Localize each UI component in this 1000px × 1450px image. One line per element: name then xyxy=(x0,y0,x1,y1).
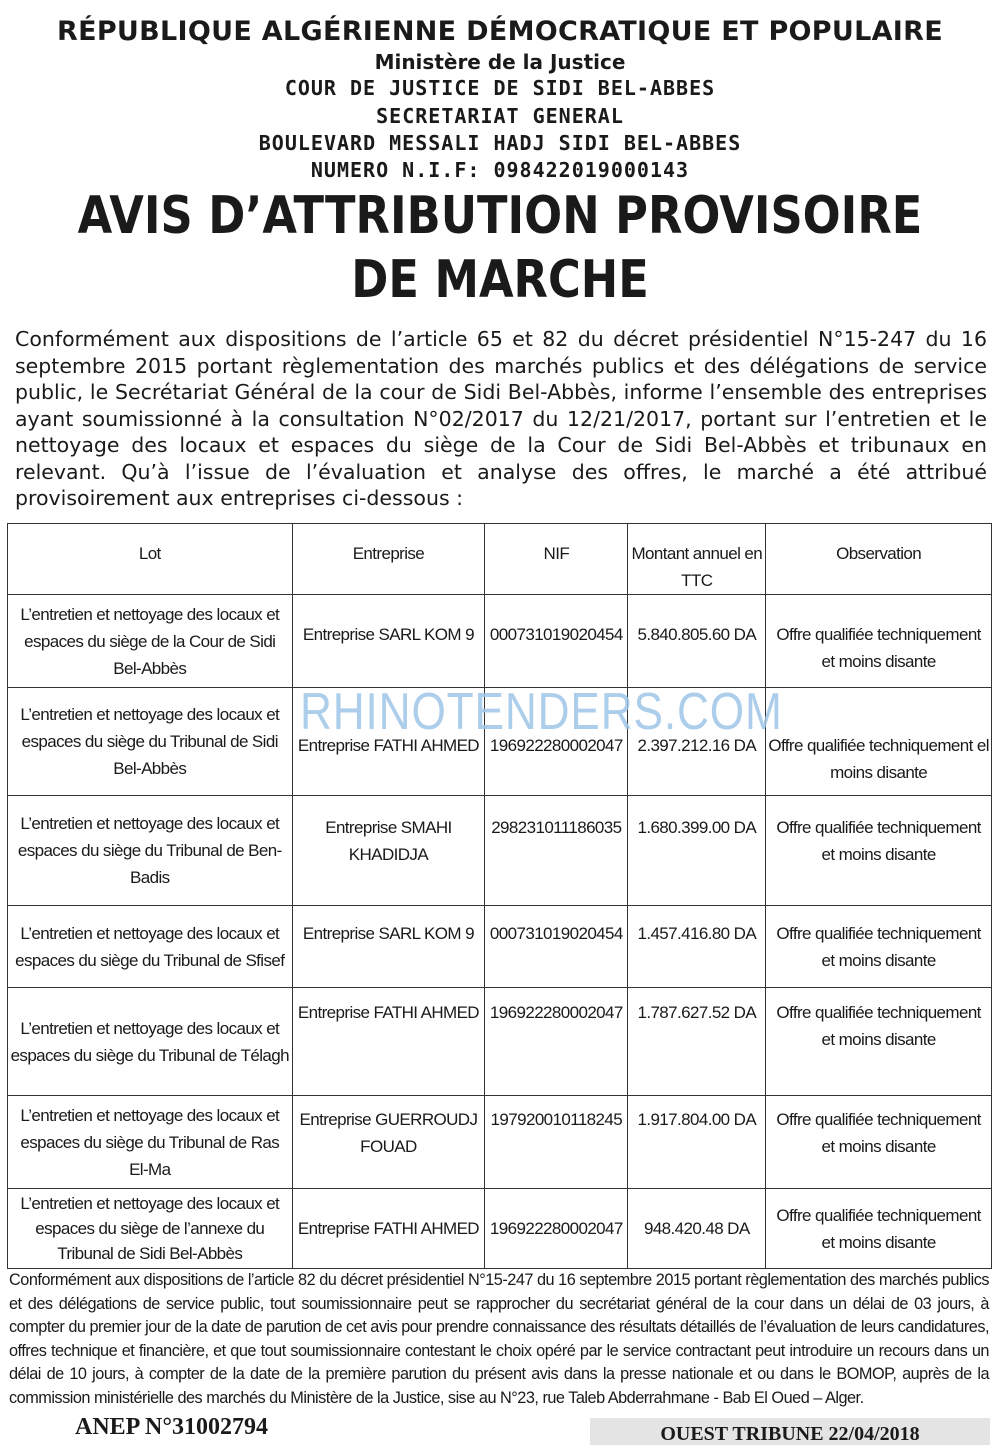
cell-nif: 196922280002047 xyxy=(485,988,628,1096)
cell-nif: 196922280002047 xyxy=(485,688,628,796)
cell-observation: Offre qualifiée techniquement el moins disante xyxy=(766,688,992,796)
cell-montant: 5.840.805.60 DA xyxy=(628,595,766,688)
table-row xyxy=(8,1096,992,1189)
col-header-montant: Montant annuel en TTC xyxy=(628,524,766,595)
cell-entreprise: Entreprise SARL KOM 9 xyxy=(292,906,485,988)
cell-entreprise: Entreprise FATHI AHMED xyxy=(292,988,485,1096)
cell-observation: Offre qualifiée techniquement et moins disante xyxy=(766,1189,992,1269)
cell-observation: Offre qualifiée techniquement et moins disante xyxy=(766,988,992,1096)
notice-title-line2: DE MARCHE xyxy=(351,250,649,310)
cell-lot: L’entretien et nettoyage des locaux et espaces du siège de la Cour de Sidi Bel-Abbès xyxy=(8,595,293,688)
notice-title xyxy=(70,184,930,312)
cell-montant: 2.397.212.16 DA xyxy=(628,688,766,796)
cell-nif: 000731019020454 xyxy=(485,906,628,988)
table-row xyxy=(8,595,992,688)
cell-montant: 1.787.627.52 DA xyxy=(628,988,766,1096)
cell-observation: Offre qualifiée techniquement et moins disante xyxy=(766,1096,992,1189)
cell-montant: 1.680.399.00 DA xyxy=(628,796,766,906)
cell-lot: L’entretien et nettoyage des locaux et espaces du siège du Tribunal de Ras El-Ma xyxy=(8,1096,293,1189)
cell-montant: 948.420.48 DA xyxy=(628,1189,766,1269)
cell-observation: Offre qualifiée techniquement et moins disante xyxy=(766,906,992,988)
court-heading: COUR DE JUSTICE DE SIDI BEL-ABBES xyxy=(284,76,716,100)
intro-paragraph: Conformément aux dispositions de l’article 65 et 82 du décret présidentiel N°15-247 du 16 septembre 2015 portant règlementation des marchés publics et des délégations de service public, le Secrétariat Général de la cour de Sidi Bel-Abbès, informe l’ensemble des entreprises ayant soumissionné à la consultation N°02/2017 du 12/21/2017, portant sur l’entretien et le nettoyage des locaux et espaces du siège de la Cour de Sidi Bel-Abbès et tribunaux en relevant. Qu’à l’issue de l’évaluation et analyse des offres, le marché a été attribué provisoirement aux entreprises ci-dessous : xyxy=(15,327,987,510)
ministry-heading: Ministère de la Justice xyxy=(374,50,626,74)
col-header-observation: Observation xyxy=(766,524,992,595)
table-row xyxy=(8,796,992,906)
col-header-lot: Lot xyxy=(8,524,293,595)
table-row xyxy=(8,988,992,1096)
cell-observation: Offre qualifiée techniquement et moins disante xyxy=(766,796,992,906)
anep-reference: ANEP N°31002794 xyxy=(75,1414,268,1440)
secretariat-heading: SECRETARIAT GENERAL xyxy=(376,104,624,128)
watermark: RHINOTENDERS.COM xyxy=(300,683,783,741)
cell-entreprise: Entreprise SARL KOM 9 xyxy=(292,595,485,688)
republic-heading: RÉPUBLIQUE ALGÉRIENNE DÉMOCRATIQUE ET POPULAIRE xyxy=(57,16,943,47)
address-heading: BOULEVARD MESSALI HADJ SIDI BEL-ABBES xyxy=(258,131,742,155)
notice-title-line1: AVIS D’ATTRIBUTION PROVISOIRE xyxy=(77,186,923,246)
cell-entreprise: Entreprise FATHI AHMED xyxy=(292,1189,485,1269)
cell-entreprise: Entreprise SMAHI KHADIDJA xyxy=(292,796,485,906)
cell-nif: 196922280002047 xyxy=(485,1189,628,1269)
cell-nif: 000731019020454 xyxy=(485,595,628,688)
appeal-paragraph: Conformément aux dispositions de l’article 82 du décret présidentiel N°15-247 du 16 septembre 2015 portant règlementation des marchés publics et des délégations de service public, tout soumissionnaire peut se rapprocher du secrétariat général de la cour dans un délai de 03 jours, à compter du premier jour de la date de parution de cet avis pour prendre connaissance des résultats détaillés de l’évaluation de leurs candidatures, offres technique et financière, et que tout soumissionnaire contestant le choix opéré par le service contractant peut introduire un recours dans un délai de 10 jours, à compter de la date de la première parution du présent avis dans la presse nationale et ou dans le BOMOP, auprès de la commission ministérielle des marchés du Ministère de la Justice, sise au N°23, rue Taleb Abderrahmane - Bab El Oued – Alger. xyxy=(9,1271,989,1407)
publication-source: OUEST TRIBUNE 22/04/2018 xyxy=(590,1418,990,1445)
cell-lot: L’entretien et nettoyage des locaux et espaces du siège de l’annexe du Tribunal de Sidi Bel-Abbès xyxy=(8,1189,293,1269)
cell-nif: 197920010118245 xyxy=(485,1096,628,1189)
table-header-row xyxy=(8,524,992,595)
nif-heading: NUMERO N.I.F: 098422019000143 xyxy=(310,158,690,182)
cell-lot: L’entretien et nettoyage des locaux et espaces du siège du Tribunal de Ben-Badis xyxy=(8,796,293,906)
col-header-entreprise: Entreprise xyxy=(292,524,485,595)
cell-lot: L’entretien et nettoyage des locaux et espaces du siège du Tribunal de Sidi Bel-Abbès xyxy=(8,688,293,796)
table-row xyxy=(8,1189,992,1269)
cell-montant: 1.457.416.80 DA xyxy=(628,906,766,988)
cell-montant: 1.917.804.00 DA xyxy=(628,1096,766,1189)
col-header-nif: NIF xyxy=(485,524,628,595)
cell-entreprise: Entreprise GUERROUDJ FOUAD xyxy=(292,1096,485,1189)
cell-entreprise: Entreprise FATHI AHMED xyxy=(292,688,485,796)
cell-lot: L’entretien et nettoyage des locaux et espaces du siège du Tribunal de Sfisef xyxy=(8,906,293,988)
cell-nif: 298231011186035 xyxy=(485,796,628,906)
cell-lot: L’entretien et nettoyage des locaux et espaces du siège du Tribunal de Télagh xyxy=(8,988,293,1096)
award-table xyxy=(7,523,992,1269)
cell-observation: Offre qualifiée techniquement et moins disante xyxy=(766,595,992,688)
table-row xyxy=(8,906,992,988)
